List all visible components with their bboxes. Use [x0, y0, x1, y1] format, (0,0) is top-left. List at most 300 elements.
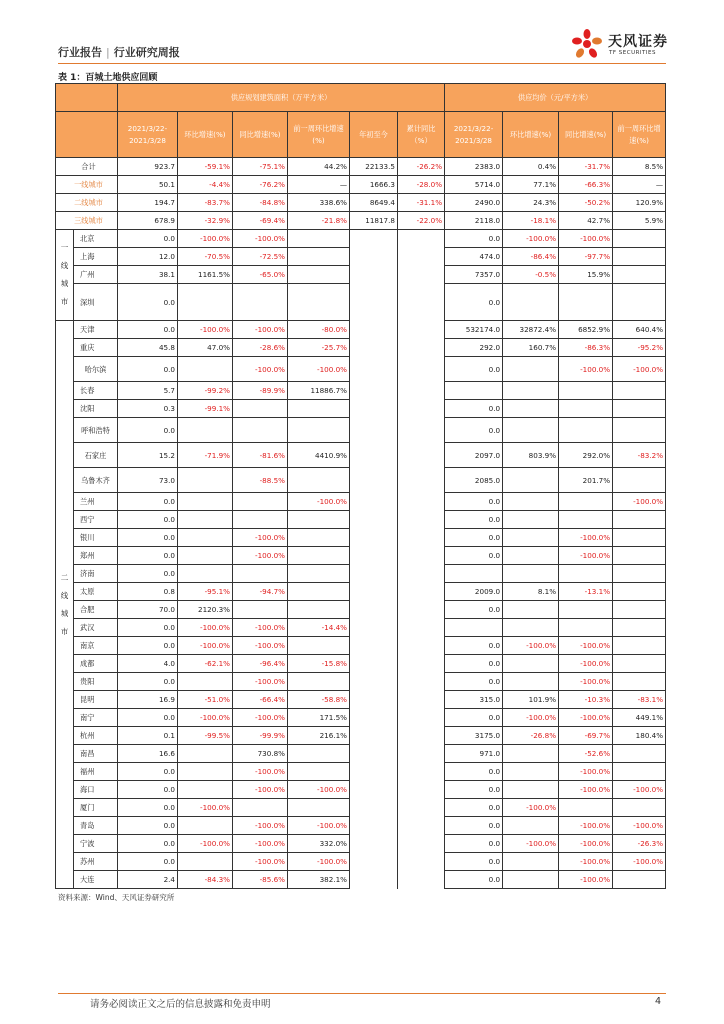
- land-supply-table-container: [55, 83, 665, 889]
- table-cell: [398, 709, 445, 727]
- table-cell: -100.0%: [178, 619, 233, 637]
- table-cell: [350, 230, 398, 248]
- table-cell: 2490.0: [445, 194, 503, 212]
- table-cell: 0.0: [118, 781, 178, 799]
- table-cell: 0.0: [118, 511, 178, 529]
- report-type: 行业报告: [58, 46, 102, 59]
- table-cell: 0.0: [118, 817, 178, 835]
- header-row-groups: [56, 84, 666, 112]
- table-cell: [613, 529, 666, 547]
- table-cell: -85.6%: [233, 871, 288, 889]
- city-name: 北京: [74, 230, 118, 248]
- table-cell: 0.0: [445, 799, 503, 817]
- col-area-ytd: 年初至今: [350, 112, 398, 158]
- table-cell: [445, 382, 503, 400]
- table-cell: 0.0: [118, 853, 178, 871]
- table-cell: -100.0%: [178, 835, 233, 853]
- table-row: [56, 321, 666, 339]
- table-cell: 8649.4: [350, 194, 398, 212]
- tf-flower-logo-icon: [570, 28, 604, 60]
- table-cell: [288, 547, 350, 565]
- table-cell: 16.9: [118, 691, 178, 709]
- table-cell: [398, 382, 445, 400]
- table-cell: [613, 745, 666, 763]
- table-cell: [350, 511, 398, 529]
- table-cell: 923.7: [118, 158, 178, 176]
- table-cell: [503, 284, 559, 321]
- city-name: 重庆: [74, 339, 118, 357]
- table-cell: [288, 400, 350, 418]
- table-cell: [398, 673, 445, 691]
- table-cell: 0.0: [118, 321, 178, 339]
- table-cell: 0.0: [118, 357, 178, 382]
- table-cell: [350, 835, 398, 853]
- table-cell: [398, 400, 445, 418]
- table-cell: [178, 565, 233, 583]
- city-tier-text: 一线城市: [60, 243, 69, 306]
- table-cell: 0.0: [445, 835, 503, 853]
- table-cell: [398, 871, 445, 889]
- table-cell: -86.3%: [559, 339, 613, 357]
- table-body: [56, 158, 666, 889]
- table-cell: -100.0%: [178, 230, 233, 248]
- table-cell: 0.0: [118, 799, 178, 817]
- table-cell: [398, 565, 445, 583]
- table-cell: -100.0%: [559, 655, 613, 673]
- table-cell: -100.0%: [559, 871, 613, 889]
- table-cell: 42.7%: [559, 212, 613, 230]
- table-cell: -62.1%: [178, 655, 233, 673]
- table-cell: 2009.0: [445, 583, 503, 601]
- table-cell: 532174.0: [445, 321, 503, 339]
- table-cell: 0.0: [445, 655, 503, 673]
- city-name: 天津: [74, 321, 118, 339]
- table-cell: -88.5%: [233, 468, 288, 493]
- table-cell: [288, 418, 350, 443]
- table-cell: -4.4%: [178, 176, 233, 194]
- table-cell: [398, 619, 445, 637]
- table-row: [56, 709, 666, 727]
- table-cell: 0.0: [445, 709, 503, 727]
- city-name: 苏州: [74, 853, 118, 871]
- table-cell: [350, 727, 398, 745]
- table-cell: 0.0: [445, 511, 503, 529]
- col-area-cum-yoy: 累计同比（%）: [398, 112, 445, 158]
- table-cell: [350, 443, 398, 468]
- table-cell: [398, 339, 445, 357]
- table-cell: -100.0%: [613, 357, 666, 382]
- table-cell: -100.0%: [233, 619, 288, 637]
- table-cell: 32872.4%: [503, 321, 559, 339]
- table-cell: [288, 583, 350, 601]
- table-cell: -100.0%: [559, 637, 613, 655]
- table-cell: [178, 511, 233, 529]
- table-cell: —: [613, 176, 666, 194]
- table-cell: -100.0%: [613, 781, 666, 799]
- table-cell: [559, 382, 613, 400]
- table-row: [56, 443, 666, 468]
- table-cell: -100.0%: [288, 357, 350, 382]
- table-cell: -13.1%: [559, 583, 613, 601]
- report-header: [58, 44, 180, 60]
- header-divider: [58, 63, 666, 64]
- table-cell: -100.0%: [559, 817, 613, 835]
- table-cell: 73.0: [118, 468, 178, 493]
- header-supply-price: 供应均价（元/平方米）: [445, 84, 666, 112]
- table-cell: -83.7%: [178, 194, 233, 212]
- summary-row: [56, 212, 666, 230]
- table-row: [56, 493, 666, 511]
- table-row: [56, 745, 666, 763]
- table-cell: -100.0%: [233, 637, 288, 655]
- table-cell: 1666.3: [350, 176, 398, 194]
- table-cell: [178, 529, 233, 547]
- table-title: 表 1：百城土地供应回顾: [58, 73, 158, 83]
- table-cell: 0.0: [445, 400, 503, 418]
- table-cell: [350, 691, 398, 709]
- table-cell: [288, 763, 350, 781]
- table-cell: 0.0: [118, 284, 178, 321]
- table-cell: [350, 781, 398, 799]
- table-cell: [559, 511, 613, 529]
- table-cell: -100.0%: [503, 799, 559, 817]
- table-cell: [350, 655, 398, 673]
- table-cell: -100.0%: [503, 709, 559, 727]
- table-cell: [178, 781, 233, 799]
- table-cell: [350, 583, 398, 601]
- table-cell: -84.8%: [233, 194, 288, 212]
- table-cell: [350, 418, 398, 443]
- table-cell: 0.0: [118, 529, 178, 547]
- table-row: [56, 871, 666, 889]
- table-cell: 2.4: [118, 871, 178, 889]
- table-cell: [350, 357, 398, 382]
- table-cell: -100.0%: [233, 547, 288, 565]
- table-cell: [288, 637, 350, 655]
- table-cell: [288, 266, 350, 284]
- table-cell: 0.0: [118, 547, 178, 565]
- table-cell: 678.9: [118, 212, 178, 230]
- table-cell: 0.0: [445, 817, 503, 835]
- city-name: 昆明: [74, 691, 118, 709]
- city-name: 深圳: [74, 284, 118, 321]
- table-cell: [350, 382, 398, 400]
- table-cell: -31.7%: [559, 158, 613, 176]
- table-cell: [613, 248, 666, 266]
- table-cell: 101.9%: [503, 691, 559, 709]
- table-row: [56, 763, 666, 781]
- table-cell: -22.0%: [398, 212, 445, 230]
- table-cell: -75.1%: [233, 158, 288, 176]
- table-cell: 474.0: [445, 248, 503, 266]
- source-note: 资料来源：Wind、天风证券研究所: [58, 893, 175, 902]
- city-name: 沈阳: [74, 400, 118, 418]
- table-cell: [350, 763, 398, 781]
- table-cell: 2383.0: [445, 158, 503, 176]
- summary-row: [56, 194, 666, 212]
- table-cell: [503, 871, 559, 889]
- table-cell: [503, 468, 559, 493]
- table-cell: [503, 763, 559, 781]
- table-cell: 0.0: [445, 418, 503, 443]
- row-label: 二线城市: [56, 194, 118, 212]
- table-cell: -69.4%: [233, 212, 288, 230]
- table-cell: [613, 871, 666, 889]
- table-cell: [288, 468, 350, 493]
- table-cell: -81.6%: [233, 443, 288, 468]
- city-name: 郑州: [74, 547, 118, 565]
- table-cell: 382.1%: [288, 871, 350, 889]
- table-cell: -95.1%: [178, 583, 233, 601]
- table-cell: -100.0%: [233, 529, 288, 547]
- table-cell: -66.3%: [559, 176, 613, 194]
- table-cell: 171.5%: [288, 709, 350, 727]
- table-cell: 971.0: [445, 745, 503, 763]
- table-cell: [233, 799, 288, 817]
- city-name: 大连: [74, 871, 118, 889]
- table-cell: 0.0: [118, 763, 178, 781]
- table-cell: 44.2%: [288, 158, 350, 176]
- table-cell: [288, 230, 350, 248]
- col-area-yoy: 同比增速(%): [233, 112, 288, 158]
- table-cell: -14.4%: [288, 619, 350, 637]
- table-cell: [398, 637, 445, 655]
- table-cell: 449.1%: [613, 709, 666, 727]
- summary-row: [56, 176, 666, 194]
- row-label: 一线城市: [56, 176, 118, 194]
- table-cell: 70.0: [118, 601, 178, 619]
- table-cell: [398, 321, 445, 339]
- table-cell: [613, 511, 666, 529]
- header-row-columns: [56, 112, 666, 158]
- table-cell: [398, 781, 445, 799]
- table-cell: -100.0%: [559, 529, 613, 547]
- table-cell: [350, 817, 398, 835]
- table-cell: -100.0%: [559, 673, 613, 691]
- row-label: 合计: [56, 158, 118, 176]
- table-cell: 292.0%: [559, 443, 613, 468]
- table-cell: [398, 468, 445, 493]
- col-price-prev-mom: 前一周环比增速(%): [613, 112, 666, 158]
- table-cell: -66.4%: [233, 691, 288, 709]
- table-cell: [503, 357, 559, 382]
- table-cell: 803.9%: [503, 443, 559, 468]
- table-cell: [398, 727, 445, 745]
- table-cell: -65.0%: [233, 266, 288, 284]
- table-cell: 160.7%: [503, 339, 559, 357]
- table-cell: -100.0%: [288, 781, 350, 799]
- city-name: 西宁: [74, 511, 118, 529]
- table-cell: [178, 547, 233, 565]
- page-number: 4: [655, 996, 662, 1007]
- table-cell: [178, 763, 233, 781]
- land-supply-table: [55, 83, 666, 889]
- table-cell: -99.1%: [178, 400, 233, 418]
- table-cell: 4410.9%: [288, 443, 350, 468]
- table-cell: -86.4%: [503, 248, 559, 266]
- table-cell: -100.0%: [233, 817, 288, 835]
- table-cell: [233, 400, 288, 418]
- table-cell: 0.0: [445, 871, 503, 889]
- table-cell: -69.7%: [559, 727, 613, 745]
- table-cell: -84.3%: [178, 871, 233, 889]
- table-cell: [445, 619, 503, 637]
- table-cell: [288, 511, 350, 529]
- table-cell: [233, 493, 288, 511]
- table-cell: [350, 493, 398, 511]
- table-cell: 332.0%: [288, 835, 350, 853]
- table-cell: 0.0: [445, 357, 503, 382]
- table-row: [56, 400, 666, 418]
- table-cell: [178, 493, 233, 511]
- table-cell: [559, 601, 613, 619]
- table-cell: [233, 284, 288, 321]
- table-cell: [350, 853, 398, 871]
- city-name: 呼和浩特: [74, 418, 118, 443]
- table-cell: 0.0: [118, 673, 178, 691]
- table-cell: -96.4%: [233, 655, 288, 673]
- table-cell: -100.0%: [559, 230, 613, 248]
- table-cell: [398, 357, 445, 382]
- table-cell: [350, 284, 398, 321]
- table-cell: [613, 763, 666, 781]
- table-cell: 77.1%: [503, 176, 559, 194]
- table-row: [56, 357, 666, 382]
- city-name: 石家庄: [74, 443, 118, 468]
- city-name: 哈尔滨: [74, 357, 118, 382]
- table-cell: -99.9%: [233, 727, 288, 745]
- logo-chinese-name: 天风证券: [608, 34, 668, 50]
- table-cell: [503, 418, 559, 443]
- table-cell: -21.8%: [288, 212, 350, 230]
- table-cell: [613, 799, 666, 817]
- table-cell: [398, 655, 445, 673]
- table-cell: -100.0%: [178, 799, 233, 817]
- table-cell: [559, 284, 613, 321]
- summary-row: [56, 158, 666, 176]
- city-tier-label: [56, 321, 74, 889]
- table-cell: -100.0%: [613, 493, 666, 511]
- table-cell: [350, 745, 398, 763]
- table-cell: [398, 835, 445, 853]
- table-cell: [350, 266, 398, 284]
- disclaimer-footer: 请务必阅读正文之后的信息披露和免责申明: [90, 999, 271, 1010]
- table-cell: -100.0%: [233, 673, 288, 691]
- table-cell: 7357.0: [445, 266, 503, 284]
- col-price-period: 2021/3/22-2021/3/28: [445, 112, 503, 158]
- table-cell: 4.0: [118, 655, 178, 673]
- table-row: [56, 547, 666, 565]
- table-cell: 194.7: [118, 194, 178, 212]
- table-cell: [613, 547, 666, 565]
- table-cell: [288, 284, 350, 321]
- table-cell: [503, 601, 559, 619]
- table-row: [56, 284, 666, 321]
- table-cell: -83.2%: [613, 443, 666, 468]
- table-cell: -28.6%: [233, 339, 288, 357]
- table-cell: [178, 673, 233, 691]
- table-row: [56, 529, 666, 547]
- table-cell: 640.4%: [613, 321, 666, 339]
- table-cell: 0.1: [118, 727, 178, 745]
- table-cell: [503, 511, 559, 529]
- table-cell: [288, 565, 350, 583]
- table-cell: -31.1%: [398, 194, 445, 212]
- table-cell: 0.0: [445, 637, 503, 655]
- table-cell: -100.0%: [559, 853, 613, 871]
- table-cell: -100.0%: [233, 853, 288, 871]
- table-cell: [288, 799, 350, 817]
- table-cell: [613, 266, 666, 284]
- city-name: 银川: [74, 529, 118, 547]
- table-cell: [288, 601, 350, 619]
- table-cell: -100.0%: [559, 547, 613, 565]
- city-name: 宁波: [74, 835, 118, 853]
- city-name: 兰州: [74, 493, 118, 511]
- table-cell: [613, 637, 666, 655]
- table-cell: [503, 853, 559, 871]
- table-cell: [503, 817, 559, 835]
- table-row: [56, 799, 666, 817]
- table-cell: 0.0: [118, 835, 178, 853]
- table-row: [56, 230, 666, 248]
- table-cell: [178, 468, 233, 493]
- table-cell: -32.9%: [178, 212, 233, 230]
- col-area-prev-mom: 前一周环比增速(%): [288, 112, 350, 158]
- table-cell: 0.3: [118, 400, 178, 418]
- table-cell: [398, 763, 445, 781]
- table-cell: 24.3%: [503, 194, 559, 212]
- city-name: 贵阳: [74, 673, 118, 691]
- table-cell: [559, 400, 613, 418]
- header-supply-area: 供应规划建筑面积（万平方米）: [118, 84, 445, 112]
- city-name: 太原: [74, 583, 118, 601]
- table-row: [56, 835, 666, 853]
- table-cell: 5714.0: [445, 176, 503, 194]
- table-cell: [398, 817, 445, 835]
- table-cell: -100.0%: [233, 781, 288, 799]
- city-name: 乌鲁木齐: [74, 468, 118, 493]
- table-cell: -100.0%: [288, 817, 350, 835]
- table-cell: [559, 799, 613, 817]
- table-cell: [613, 673, 666, 691]
- table-cell: 0.0: [445, 529, 503, 547]
- table-cell: [288, 529, 350, 547]
- table-cell: [613, 418, 666, 443]
- table-cell: -51.0%: [178, 691, 233, 709]
- table-cell: -100.0%: [233, 835, 288, 853]
- table-cell: -15.8%: [288, 655, 350, 673]
- city-name: 杭州: [74, 727, 118, 745]
- table-row: [56, 339, 666, 357]
- table-cell: -94.7%: [233, 583, 288, 601]
- city-name: 海口: [74, 781, 118, 799]
- table-cell: [350, 400, 398, 418]
- table-cell: [398, 529, 445, 547]
- col-area-period: 2021/3/22-2021/3/28: [118, 112, 178, 158]
- table-cell: [233, 565, 288, 583]
- table-cell: [350, 529, 398, 547]
- table-cell: -100.0%: [178, 637, 233, 655]
- table-cell: -50.2%: [559, 194, 613, 212]
- table-cell: [178, 357, 233, 382]
- table-cell: [398, 248, 445, 266]
- table-row: [56, 583, 666, 601]
- table-cell: [350, 468, 398, 493]
- table-cell: 338.6%: [288, 194, 350, 212]
- city-name: 成都: [74, 655, 118, 673]
- table-cell: [503, 565, 559, 583]
